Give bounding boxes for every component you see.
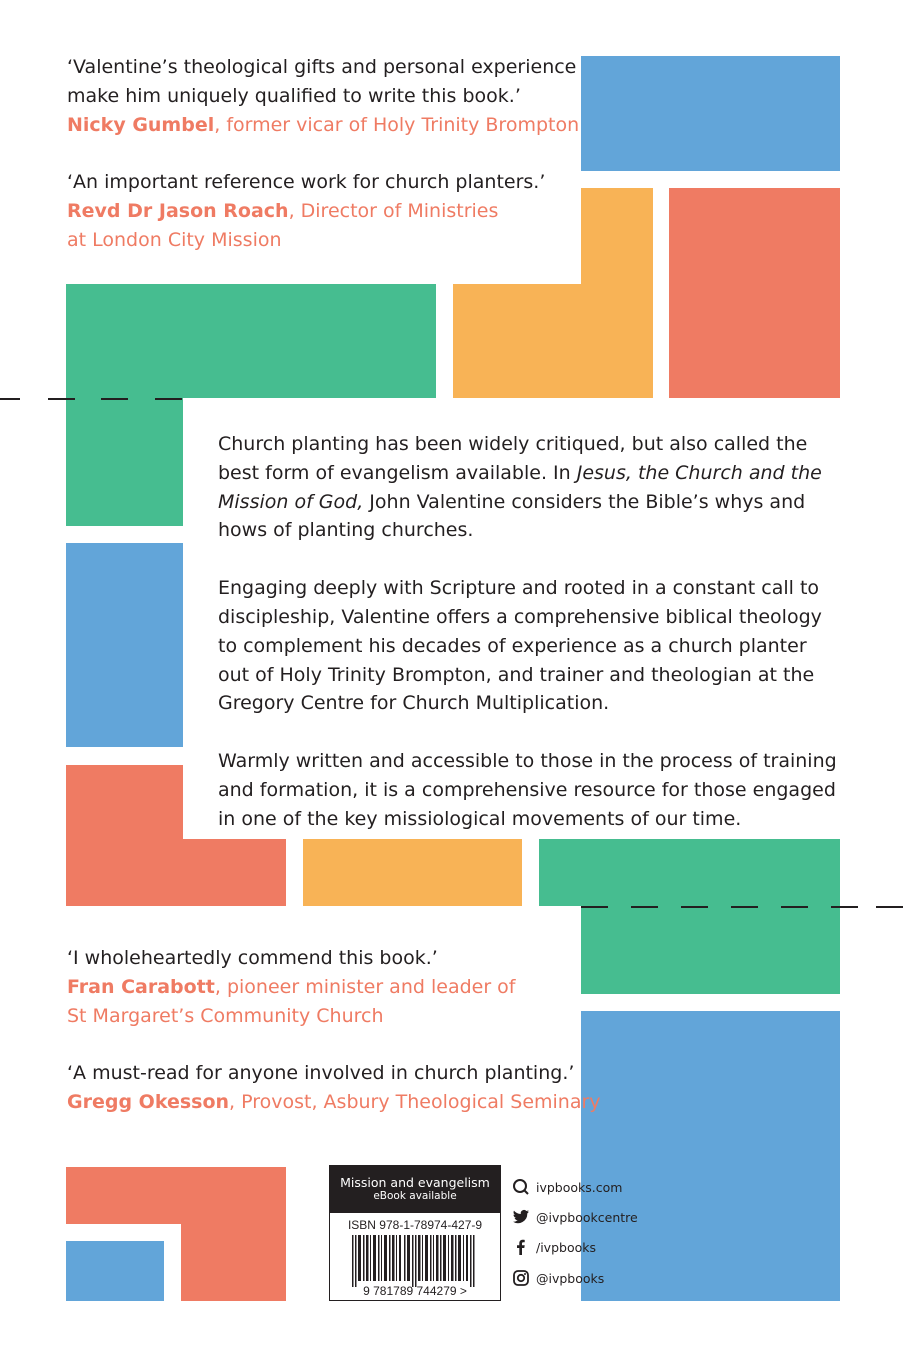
- social-website[interactable]: [512, 1178, 622, 1196]
- endorsement-attribution: [67, 1088, 601, 1117]
- description-paragraph-3: Warmly written and accessible to those in the process of training and formation, it is a comprehensive resource for those engaged in one of the key missiological movements of our time.: [218, 750, 837, 830]
- endorser-name: Revd Dr Jason Roach: [67, 200, 289, 222]
- block-blue-bottom-right: [581, 1011, 840, 1301]
- block-blue-left: [66, 543, 183, 747]
- social-twitter[interactable]: [512, 1208, 638, 1226]
- endorser-role: , pioneer minister and leader of: [214, 976, 516, 998]
- search-icon: [512, 1178, 530, 1196]
- endorsement-quote-line: make him uniquely qualified to write this book.’: [67, 85, 521, 107]
- endorser-role: , Director of Ministries: [288, 200, 499, 222]
- endorser-role-line-2: St Margaret’s Community Church: [67, 1005, 384, 1027]
- endorser-name: Nicky Gumbel: [67, 114, 215, 136]
- barcode-bars: [352, 1235, 475, 1287]
- endorsement-gumbel: [67, 53, 579, 140]
- description-paragraph-1: [218, 430, 843, 545]
- endorser-name: Gregg Okesson: [67, 1091, 230, 1113]
- description-text: John Valentine considers the Bible’s whys and hows of planting churches.: [218, 490, 806, 542]
- social-label: /ivpbooks: [536, 1239, 596, 1255]
- twitter-icon: [512, 1208, 530, 1226]
- block-green-top: [66, 284, 436, 398]
- social-label: @ivpbooks: [536, 1270, 605, 1286]
- block-coral-left-leg: [66, 765, 183, 839]
- endorser-name: Fran Carabott: [67, 976, 215, 998]
- endorser-role: , Provost, Asbury Theological Seminary: [229, 1091, 601, 1113]
- block-coral-bottom-left: [66, 1167, 286, 1224]
- social-label: @ivpbookcentre: [536, 1209, 638, 1225]
- block-green-left-leg: [66, 398, 183, 526]
- endorsement-attribution: [67, 973, 516, 1002]
- endorsement-quote-line: ‘I wholeheartedly commend this book.’: [67, 947, 438, 969]
- endorsement-carabott: [67, 944, 516, 1031]
- book-title: Jesus, the Church and the Mission of God,: [218, 461, 822, 513]
- endorsement-roach: [67, 168, 545, 255]
- barcode-digits: 9 781789 744279 >: [363, 1284, 467, 1297]
- isbn-label: ISBN 978-1-78974-427-9: [347, 1218, 483, 1232]
- endorsement-attribution: [67, 114, 579, 136]
- block-coral-top-right: [669, 188, 840, 398]
- block-blue-top-right: [581, 56, 840, 171]
- category-label: Mission and evangelism: [340, 1175, 490, 1190]
- block-orange-top-base: [453, 284, 653, 398]
- endorsement-quote-line: ‘Valentine’s theological gifts and personal experience: [67, 56, 577, 78]
- barcode-graphic: [340, 1235, 490, 1297]
- block-blue-bottom-left: [66, 1241, 164, 1301]
- endorser-role: , former vicar of Holy Trinity Brompton: [214, 114, 580, 136]
- social-facebook[interactable]: [512, 1238, 596, 1256]
- ebook-label: eBook available: [373, 1190, 457, 1202]
- social-label: ivpbooks.com: [536, 1179, 623, 1195]
- facebook-icon: [512, 1238, 530, 1256]
- endorser-role-line-2: at London City Mission: [67, 229, 282, 251]
- endorsement-quote-line: ‘A must-read for anyone involved in church planting.’: [67, 1062, 575, 1084]
- block-coral-bottom-left-leg: [181, 1224, 286, 1301]
- description-text: Church planting has been widely critiqued, but also called the best form of evangelism available. In: [218, 433, 808, 484]
- category-header: [330, 1166, 500, 1213]
- social-instagram[interactable]: [512, 1269, 604, 1287]
- description-paragraph-2: Engaging deeply with Scripture and rooted in a constant call to discipleship, Valentine offers a comprehensive biblical theology to complement his decades of experience as a church planter out of Holy Trinity Brompton, and trainer and theologian at the Gregory Centre for Church Multiplication.: [218, 577, 822, 715]
- endorsement-okesson: [67, 1059, 601, 1117]
- barcode-panel: [329, 1165, 501, 1301]
- block-green-right-leg: [581, 906, 840, 994]
- instagram-icon: [512, 1269, 530, 1287]
- book-description: [218, 430, 843, 863]
- endorsement-quote-line: ‘An important reference work for church planters.’: [67, 171, 546, 193]
- endorsement-attribution: [67, 197, 545, 226]
